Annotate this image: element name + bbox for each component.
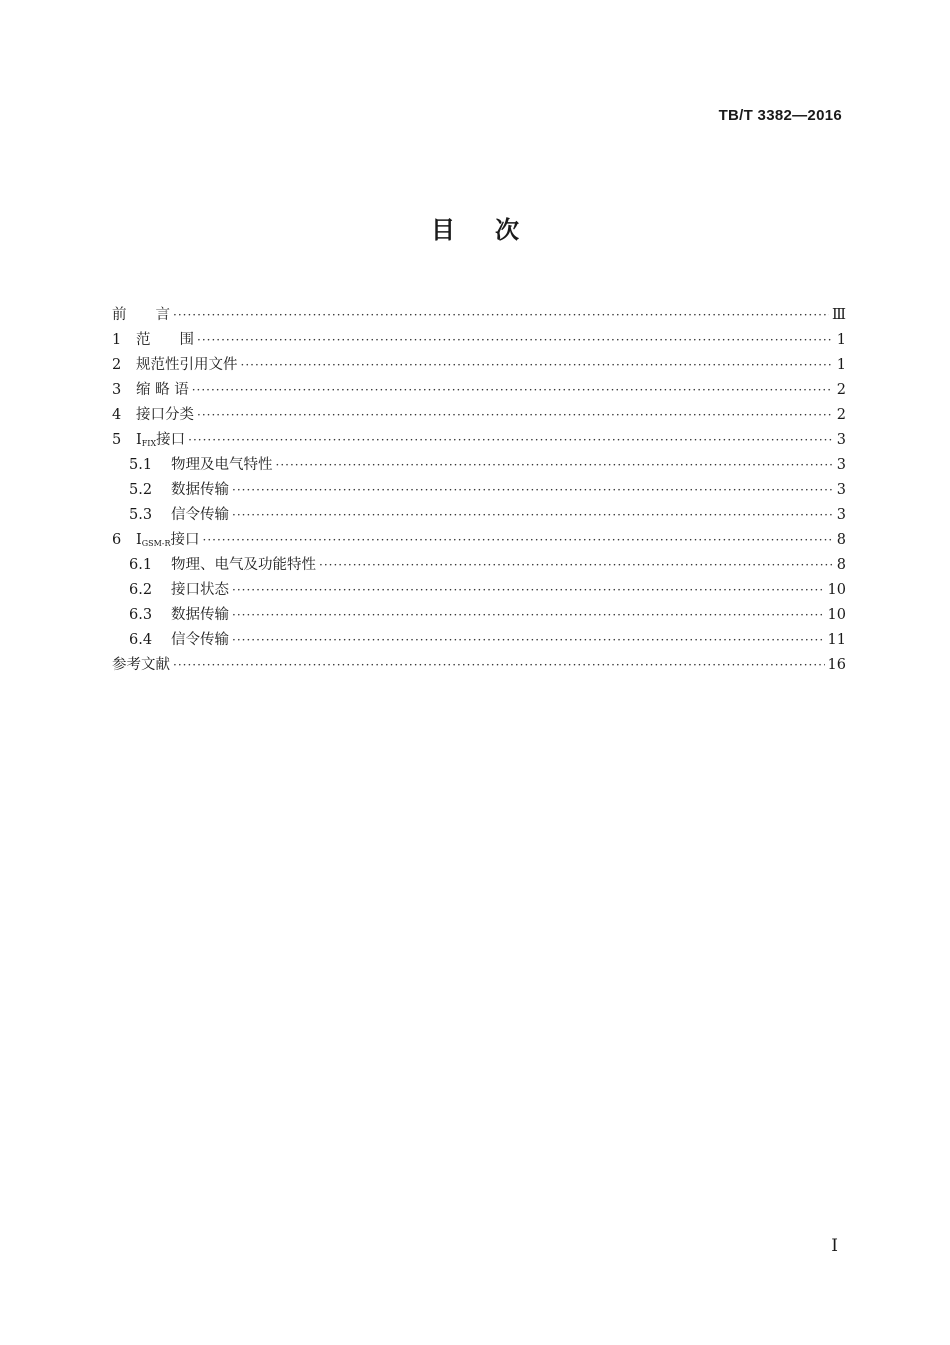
toc-entry-2[interactable] (112, 353, 846, 378)
toc-leader (319, 558, 833, 572)
toc-entry-references[interactable] (112, 653, 846, 678)
toc-entry-6-3[interactable] (112, 603, 846, 628)
toc-label: 范 围 (136, 332, 194, 348)
toc-label-tail: 接口 (170, 532, 200, 548)
toc-page: 2 (836, 382, 846, 398)
toc-entry-preface[interactable] (112, 303, 846, 328)
toc-page: 10 (827, 582, 846, 598)
toc-label: 物理、电气及功能特性 (171, 557, 316, 573)
toc-label: 接口分类 (136, 407, 194, 423)
toc-number: 6 (112, 532, 122, 548)
toc-number: 5.1 (129, 457, 153, 473)
toc-label: 信令传输 (171, 632, 229, 648)
toc-leader (232, 583, 825, 597)
toc-number: 5 (112, 432, 122, 448)
toc-label-subscript: GSM-R (141, 539, 171, 548)
toc-entry-4[interactable] (112, 403, 846, 428)
toc-label: 参考文献 (112, 657, 170, 673)
toc-label-main: I (136, 532, 142, 548)
toc-entry-6-4[interactable] (112, 628, 846, 653)
toc-number: 1 (112, 332, 122, 348)
doc-code: TB/T 3382—2016 (718, 107, 842, 124)
toc-leader (192, 383, 833, 397)
toc-entry-1[interactable] (112, 328, 846, 353)
toc-page: 1 (836, 357, 846, 373)
toc-label-tail: 接口 (156, 432, 186, 448)
toc-label: 前 言 (112, 307, 170, 323)
toc-page: 8 (836, 557, 846, 573)
toc-number: 3 (112, 382, 122, 398)
toc-page: 3 (836, 432, 846, 448)
toc-number: 4 (112, 407, 122, 423)
toc-entry-3[interactable] (112, 378, 846, 403)
toc-leader (173, 308, 829, 322)
toc-number: 6.4 (129, 632, 153, 648)
toc-entry-5-1[interactable] (112, 453, 846, 478)
toc-leader (173, 658, 825, 672)
toc-number: 5.2 (129, 482, 153, 498)
toc-entry-5[interactable] (112, 428, 846, 453)
toc-number: 6.3 (129, 607, 153, 623)
toc-entry-6[interactable] (112, 528, 846, 553)
toc-leader (232, 633, 825, 647)
toc-number: 5.3 (129, 507, 153, 523)
toc-page: 8 (836, 532, 846, 548)
toc-label (136, 428, 185, 449)
toc-number: 2 (112, 357, 122, 373)
toc-label: 信令传输 (171, 507, 229, 523)
toc-label: 物理及电气特性 (171, 457, 273, 473)
toc-page: 3 (836, 482, 846, 498)
toc-entry-6-2[interactable] (112, 578, 846, 603)
toc-leader (197, 408, 833, 422)
toc-page: 1 (836, 332, 846, 348)
toc-page: 3 (836, 457, 846, 473)
toc-title: 目次 (431, 216, 559, 244)
toc-entry-5-2[interactable] (112, 478, 846, 503)
toc-label-subscript: FIX (141, 439, 157, 448)
toc-label (136, 528, 200, 549)
toc-number: 6.2 (129, 582, 153, 598)
toc-entry-6-1[interactable] (112, 553, 846, 578)
toc-page: 3 (836, 507, 846, 523)
toc-page: 11 (827, 632, 846, 648)
toc-label: 接口状态 (171, 582, 229, 598)
toc-page: 10 (827, 607, 846, 623)
toc-label-main: I (136, 432, 142, 448)
toc-page: 16 (827, 657, 846, 673)
page-number: I (831, 1236, 838, 1256)
toc-leader (232, 508, 833, 522)
table-of-contents (112, 303, 846, 678)
toc-label: 数据传输 (171, 482, 229, 498)
toc-entry-5-3[interactable] (112, 503, 846, 528)
toc-leader (241, 358, 834, 372)
toc-label: 缩 略 语 (136, 382, 189, 398)
toc-label: 规范性引用文件 (136, 357, 238, 373)
toc-page: Ⅲ (832, 307, 846, 323)
toc-leader (197, 333, 833, 347)
toc-leader (188, 433, 833, 447)
toc-leader (232, 608, 825, 622)
toc-number: 6.1 (129, 557, 153, 573)
toc-leader (276, 458, 834, 472)
toc-label: 数据传输 (171, 607, 229, 623)
toc-page: 2 (836, 407, 846, 423)
toc-leader (232, 483, 833, 497)
toc-leader (203, 533, 833, 547)
